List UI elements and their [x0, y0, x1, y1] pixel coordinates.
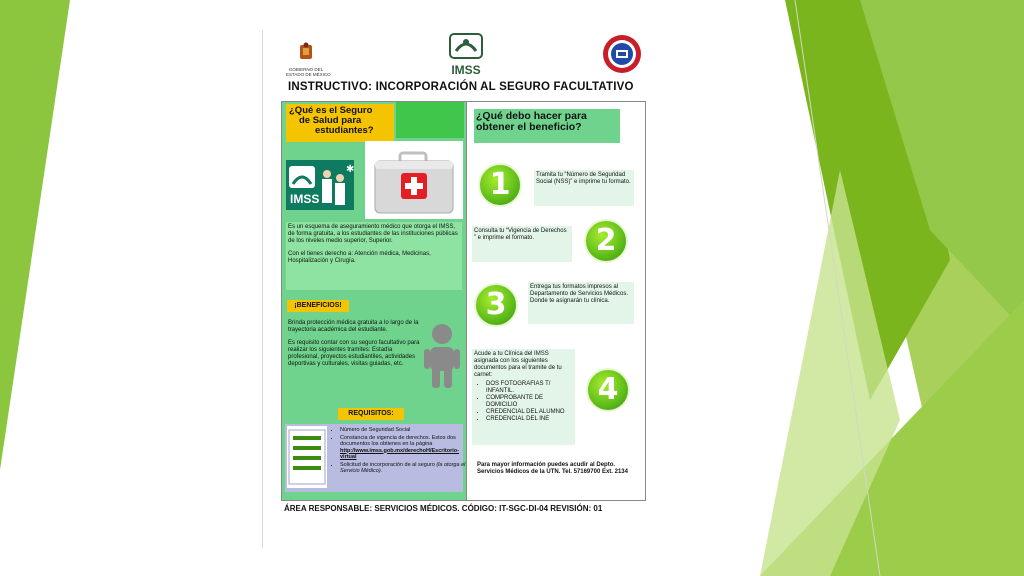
step-3-text: Entrega tus formatos impresos al Departamento de Servicios Médicos. Donde te asignarán tu clínica. — [528, 282, 634, 324]
document-item: • DOS FOTOGRAFIAS T/ INFANTIL. — [486, 381, 573, 395]
question-line: ¿Qué es el Seguro — [289, 105, 373, 116]
step-4-text — [472, 349, 575, 445]
question-line: de Salud para — [299, 115, 362, 126]
document-list-icon — [287, 426, 327, 488]
requirement-text: Constancia de vigencia de derechos. Estos dos documentos los obtienes en la página — [340, 434, 456, 447]
document-item: • CREDENCIAL DEL INE — [486, 416, 573, 423]
step-4-documents — [474, 381, 573, 423]
person-icon-wrap — [424, 322, 460, 393]
footer-text: ÁREA RESPONSABLE: SERVICIOS MÉDICOS. CÓDIGO: IT-SGC-DI-04 REVISIÓN: 01 — [284, 504, 603, 513]
coat-of-arms-icon — [296, 42, 316, 62]
requirement-text: Número de Seguridad Social — [340, 427, 411, 433]
university-seal-icon — [602, 34, 642, 74]
imss-link[interactable]: http://www.imss.gob.mx/derechoH/Escritorio-virtual — [340, 447, 459, 460]
person-icon — [424, 322, 460, 388]
step-number-3: 3 — [474, 283, 518, 327]
left-green-triangle — [0, 0, 70, 470]
divider-line — [262, 30, 263, 548]
gobierno-logo — [286, 42, 331, 77]
requirement-text: Solicitud de incorporación de al seguro — [340, 461, 435, 468]
imss-eagle-icon — [449, 33, 483, 59]
left-green-band — [396, 102, 464, 138]
more-info-text: Para mayor información puedes acudir al Depto. Servicios Médicos de la UTN. Tel. 57169700 Ext. 2134 — [477, 462, 628, 475]
question-line: estudiantes? — [315, 125, 374, 136]
imss-logo-text: IMSS — [451, 63, 481, 77]
imss-medical-image — [286, 160, 354, 210]
requirement-item — [340, 427, 474, 434]
step-number-1: 1 — [478, 163, 522, 207]
first-aid-kit-box — [365, 141, 463, 219]
question-line: ¿Qué debo hacer para — [476, 110, 587, 122]
document-item: • COMPROBANTE DE DOMICILIO — [486, 395, 573, 409]
requirement-item — [340, 435, 474, 461]
benefits-label: ¡BENEFICIOS! — [287, 300, 349, 312]
document-title: INSTRUCTIVO: INCORPORACIÓN AL SEGURO FACULTATIVO — [288, 81, 634, 93]
gob-logo-line-1: GOBIERNO DEL — [288, 67, 324, 72]
utn-logo — [602, 34, 642, 79]
what-is-question — [286, 104, 394, 142]
imss-image-text: IMSS — [290, 192, 320, 206]
requirement-item — [340, 462, 474, 475]
document-icon-wrap — [287, 426, 327, 488]
document-item: • CREDENCIAL DEL ALUMNO — [486, 409, 573, 416]
imss-logo — [448, 33, 484, 77]
benefits-text — [286, 318, 426, 402]
step-number-4: 4 — [586, 368, 630, 412]
step-4-intro: Acude a tu Clínica del IMSS asignada con los siguientes documentos para el tramite de tu carnet: — [474, 351, 562, 378]
benefits-paragraph-1: Brinda protección médica gratuita a lo largo de la trayectoria académica del estudiante. — [288, 320, 419, 333]
description-paragraph: Es un esquema de aseguramiento médico que otorga el IMSS, de forma gratuita, a los estudiantes de las instituciones públicas de los niveles medio superior, Superior. — [288, 224, 458, 244]
svg-text:✱: ✱ — [346, 164, 354, 175]
benefits-paragraph-2: Es requisito contar con su seguro facultativo para realizar los siguientes tramites: Estadía profesional, proyectos estudiantiles, actividades deportivas y culturales, visitas guiadas, etc. — [288, 340, 420, 367]
gob-logo-line-2: ESTADO DE MÉXICO — [286, 72, 331, 77]
description-box — [286, 222, 462, 290]
first-aid-kit-icon — [365, 141, 463, 219]
step-number-2: 2 — [584, 219, 628, 263]
requirement-note: (la otorga el Servicio Médico). — [340, 461, 466, 474]
step-2-text: Consulta tu “Vigencia de Derechos ” e imprime el formato. — [472, 226, 572, 262]
step-1-text: Tramita tu “Número de Seguridad Social (NSS)” e imprime tu formato. — [534, 170, 634, 206]
requirements-list — [330, 427, 474, 476]
requirements-label: REQUISITOS: — [338, 408, 404, 420]
how-to-question — [474, 109, 620, 143]
question-line: obtener el beneficio? — [476, 121, 582, 133]
rights-paragraph: Con el tienes derecho a: Atención médica, Medicinas, Hospitalización y Cirugía. — [288, 251, 431, 264]
